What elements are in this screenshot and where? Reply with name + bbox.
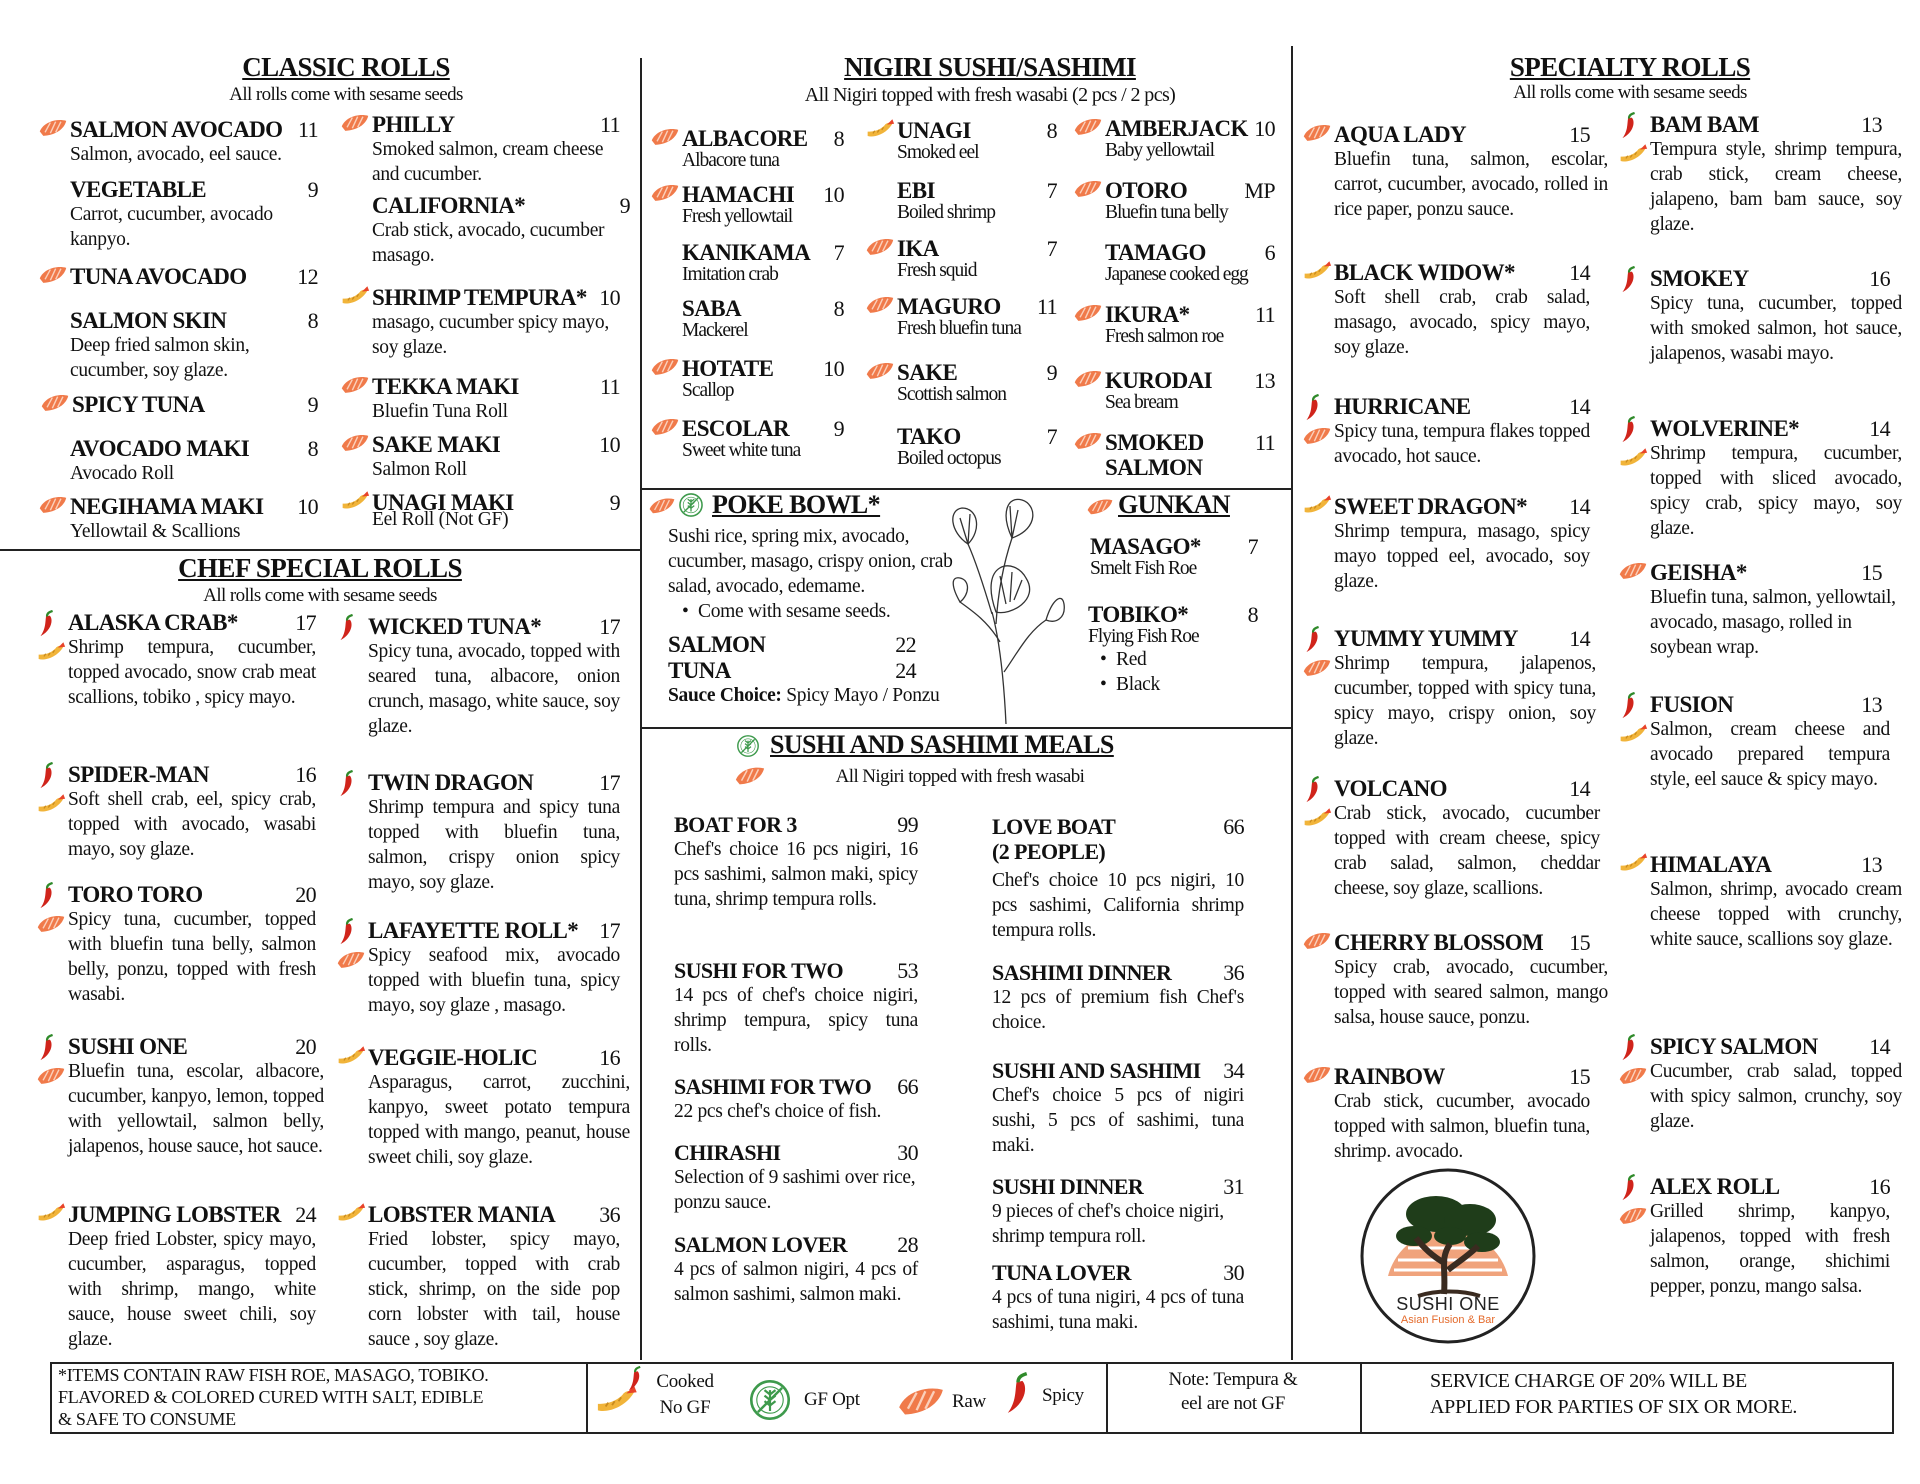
raw-icon	[650, 416, 680, 436]
menu-item: HAMACHI 10 Fresh yellowtail	[682, 182, 844, 227]
raw-icon	[1073, 116, 1103, 136]
raw-icon	[1073, 368, 1103, 388]
menu-item: WOLVERINE* 14 Shrimp tempura, cucumber, topped with sliced avocado, spicy crab, spicy mayo, soy glaze.	[1650, 416, 1902, 541]
menu-item: BAM BAM 13 Tempura style, shrimp tempura, crab stick, cream cheese, jalapeno, bam bam sauce, soy glaze.	[1650, 112, 1902, 237]
menu-item: BOAT FOR 3 99 Chef's choice 16 pcs nigiri, 16 pcs sashimi, salmon maki, spicy tuna, shrimp tempura rolls.	[674, 812, 918, 910]
menu-item: CHIRASHI 30 Selection of 9 sashimi over rice, ponzu sauce.	[674, 1140, 918, 1213]
raw-icon	[1618, 1205, 1648, 1225]
menu-page: CLASSIC ROLLS All rolls come with sesame seeds SALMON AVOCADO 11 Salmon, avocado, eel sauce. VEGETABLE 9 Carrot, cucumber, avocado kanpyo. TUNA AVOCADO 12 SALMON SKIN 8 Deep fried salmon skin, cucumber, soy glaze. SPICY TUNA 9 AVOCADO MAKI 8 Avocado Roll NEGIHAMA MAKI 10 Yellowtail & Scallions PHILLY 11 Smoked salmon, cream cheese and cucumber. CALIFORNIA* 9 Crab stick, avocado, cucumber masago. SHRIMP TEMPURA* 10 masago, cucumber spicy mayo, soy glaze. TEKKA MAKI 11 Bluefin Tuna Roll SAKE MAKI 10 Salmon Roll UNAGI MAKI 9 Eel Roll (Not GF) CHEF SPECIAL ROLLS All rolls come with sesame seeds ALASKA CRAB* 17 Shrimp tempura, cucumber, topped avocado, snow crab meat scallions, tobiko , spicy mayo. SPIDER-MAN 16 Soft shell crab, eel, spicy crab, topped with avocado, wasabi mayo, soy glaze. TORO TORO 20 Spicy tuna, cucumber, topped with bluefin tuna belly, salmon belly, ponzu, topped with fresh wasabi. SUSHI ONE 20 Bluefin tuna, escolar, albacore, cucumber, kanpyo, lemon, topped with yellowtail, salmon belly, jalapenos, house sauce, hot sauce. JUMPING LOBSTER 24 Deep fried Lobster, spicy mayo, cucumber, asparagus, topped with shrimp, mango, white sauce, house sweet chili, soy glaze. WICKED TUNA* 17 Spicy tuna, avocado, topped with seared tuna, albacore, onion crunch, masago, white sauce, soy glaze. TWIN DRAGON 17 Shrimp tempura and spicy tuna topped with bluefin tuna, salmon, crispy onion spicy mayo, soy glaze. LAFAYETTE ROLL* 17 Spicy seafood mix, avocado topped with bluefin tuna, spicy mayo, soy glaze , masago. VEGGIE-HOLIC 16 Asparagus, carrot, zucchini, kanpyo, sweet potato tempura topped with mango, peanut, house sweet chili, soy glaze. LOBSTER MANIA 36 Fried lobster, spicy mayo, cucumber, topped with crab stick, shrimp, on the side pop corn lobster with tail, house sauce , soy glaze. NIGIRI SUSHI/SASHIMI All Nigiri topped with fresh wasabi (2 pcs / 2 pcs) ALBACORE 8 Albacore tuna HAMACHI 10 Fresh yellowtail KANIKAMA 7 Imitation crab SABA 8 Mackerel HOTATE 10 Scallop ESCOLAR 9 Sweet white tuna UNAGI 8 Smoked eel EBI 7 Boiled shrimp IKA 7 Fresh squid MAGURO 11 Fresh bluefin tuna SAKE 9 Scottish salmon TAKO 7 Boiled octopus AMBERJACK 10 Baby yellowtail OTORO MP Bluefin tuna belly TAMAGO 6 Japanese cooked egg IKURA* 11 Fresh salmon roe KURODAI 13 Sea bream SMOKED SALMON 11 POKE BOWL* Sushi rice, spring mix, avocado, cucumber, masago, crispy onion, crab salad, avocado, edemame. • Come with sesame seeds. SALMON 22 TUNA 24 Sauce Choice: Spicy Mayo / Ponzu GUNKAN MASAGO* 7 Smelt Fish Roe TOBIKO* 8 Flying Fish Roe • Red • Black SUSHI AND SASHIMI MEALS All Nigiri topped with fresh wasabi BOAT FOR 3 99 Chef's choice 16 pcs nigiri, 16 pcs sashimi, salmon maki, spicy tuna, shrimp tempura rolls. SUSHI FOR TWO 53 14 pcs of chef's choice nigiri, shrimp tempura, spicy tuna rolls. SASHIMI FOR TWO 66 22 pcs chef's choice of fish. CHIRASHI 30 Selection of 9 sashimi over rice, ponzu sauce. SALMON LOVER 28 4 pcs of salmon nigiri, 4 pcs of salmon sashimi, salmon maki. LOVE BOAT 66 (2 PEOPLE) Chef's choice 10 pcs nigiri, 10 pcs sashimi, California shrimp tempura rolls. SASHIMI DINNER 36 12 pcs of premium fish Chef's choice. SUSHI AND SASHIMI 34 Chef's choice 5 pcs of nigiri sushi, 5 pcs of sashimi, tuna maki. SUSHI DINNER 31 9 pieces of chef's choice nigiri, shrimp tempura roll. TUNA LOVER 30 4 pcs of tuna nigiri, 4 pcs of tuna sashimi, tuna maki. SPECIALTY ROLLS All rolls come with sesame seeds AQUA LADY 15 Bluefin tuna, salmon, escolar, carrot, cucumber, avocado, rolled in rice paper, ponzu sauce. BLACK WIDOW* 14 Soft shell crab, crab salad, masago, avocado, spicy mayo, soy glaze. HURRICANE 14 Spicy tuna, tempura flakes topped avocado, hot sauce. SWEET DRAGON* 14 Shrimp tempura, masago, spicy mayo topped eel, avocado, soy glaze. YUMMY YUMMY 14 Shrimp tempura, jalapenos, cucumber, topped with spicy tuna, spicy mayo, crispy onion, soy glaze. VOLCANO 14 Crab stick, avocado, cucumber topped with cream cheese, spicy crab salad, salmon, cheddar cheese, soy glaze, scallions. CHERRY BLOSSOM 15 Spicy crab, avocado, cucumber, topped with seared salmon, mango salsa, house sauce, ponzu. RAINBOW 15 Crab stick, cucumber, avocado topped with salmon, bluefin tuna, shrimp. avocado. BAM BAM 13 Tempura style, shrimp tempura, crab stick, cream cheese, jalapeno, bam bam sauce, soy glaze. SMOKEY 16 Spicy tuna, cucumber, topped with smoked salmon, hot sauce, jalapenos, wasabi mayo. WOLVERINE* 14 Shrimp tempura, cucumber, topped with sliced avocado, spicy crab, spicy mayo, soy glaze. GEISHA* 15 Bluefin tuna, salmon, yellowtail, avocado, masago, rolled in soybean wrap. FUSION 13 Salmon, cream cheese and avocado prepared tempura style, eel sauce & spicy mayo. HIMALAYA 13 Salmon, shrimp, avocado cream cheese topped with crunchy, white sauce, scallions soy glaze. SPICY SALMON 14 Cucumber, crab salad, topped with spicy salmon, crunchy, soy glaze. ALEX ROLL 16 Grilled shrimp, kanpyo, jalapenos, topped with fresh salmon, orange, shichimi pepper, ponzu, mango salsa. SUSHI ONE Asian Fusion & Bar *ITEMS CONTAIN RAW FISH ROE, MASAGO, TOBIKO. FLAVORED & COLORED CURED WITH SALT, EDIBLE & SAFE TO CONSUME Cooked No GF GF Opt Raw Spicy Note: Tempura & eel are not GF SERVICE CHARGE OF 20% WILL BE APPLIED FOR PARTIES OF SIX OR MORE.	[0, 0, 1920, 1484]
chef-special-title: CHEF SPECIAL ROLLS	[178, 553, 462, 583]
menu-item: LOVE BOAT 66 (2 PEOPLE) Chef's choice 10 pcs nigiri, 10 pcs sashimi, California shrimp tempura rolls.	[992, 814, 1244, 941]
cooked-icon	[1618, 723, 1648, 745]
sauce-choice: Sauce Choice: Spicy Mayo / Ponzu	[668, 685, 940, 706]
menu-item: CALIFORNIA* 9 Crab stick, avocado, cucumber masago.	[372, 193, 630, 266]
menu-item: UNAGI 8 Smoked eel	[897, 118, 1057, 163]
menu-item: SMOKEY 16 Spicy tuna, cucumber, topped with smoked salmon, hot sauce, jalapenos, wasabi mayo.	[1650, 266, 1902, 366]
poke-bowl: Sushi rice, spring mix, avocado, cucumber, masago, crispy onion, crab salad, avocado, edemame. • Come with sesame seeds.	[668, 524, 956, 624]
spicy-icon	[36, 1034, 58, 1062]
menu-item: TUNA AVOCADO 12	[70, 264, 318, 289]
spicy-icon	[624, 1366, 646, 1392]
menu-item: HOTATE 10 Scallop	[682, 356, 844, 401]
menu-item: FUSION 13 Salmon, cream cheese and avocado prepared tempura style, eel sauce & spicy mayo.	[1650, 692, 1890, 792]
menu-item: SPICY SALMON 14 Cucumber, crab salad, topped with spicy salmon, crunchy, soy glaze.	[1650, 1034, 1902, 1134]
raw-icon	[36, 913, 66, 933]
classic-rolls-title: CLASSIC ROLLS	[242, 52, 450, 82]
menu-item: TOBIKO* 8 Flying Fish Roe • Red • Black	[1088, 602, 1258, 697]
menu-item: TAMAGO 6 Japanese cooked egg	[1105, 240, 1275, 285]
menu-item: AVOCADO MAKI 8 Avocado Roll	[70, 436, 318, 484]
spicy-icon	[1618, 112, 1640, 140]
menu-item: HIMALAYA 13 Salmon, shrimp, avocado cream cheese topped with crunchy, white sauce, scallions soy glaze.	[1650, 852, 1902, 952]
menu-item: KANIKAMA 7 Imitation crab	[682, 240, 844, 285]
menu-item: ESCOLAR 9 Sweet white tuna	[682, 416, 844, 461]
menu-item: SPICY TUNA 9	[72, 392, 318, 417]
spicy-icon	[1618, 266, 1640, 294]
menu-item: SALMON SKIN 8 Deep fried salmon skin, cucumber, soy glaze.	[70, 308, 318, 381]
raw-icon	[36, 1065, 66, 1085]
service-charge-note: SERVICE CHARGE OF 20% WILL BE APPLIED FOR PARTIES OF SIX OR MORE.	[1430, 1370, 1798, 1418]
menu-item: VEGETABLE 9 Carrot, cucumber, avocado kanpyo.	[70, 177, 318, 250]
menu-item: SHRIMP TEMPURA* 10 masago, cucumber spicy mayo, soy glaze.	[372, 285, 620, 360]
cooked-icon	[1618, 447, 1648, 469]
menu-item: SPIDER-MAN 16 Soft shell crab, eel, spicy crab, topped with avocado, wasabi mayo, soy glaze.	[68, 762, 316, 862]
menu-item: TAKO 7 Boiled octopus	[897, 424, 1057, 469]
raw-icon	[1073, 430, 1103, 450]
classic-rolls-subtitle: All rolls come with sesame seeds	[229, 84, 463, 105]
raw-icon	[38, 494, 68, 514]
divider	[1360, 1362, 1362, 1432]
menu-item: HURRICANE 14 Spicy tuna, tempura flakes topped avocado, hot sauce.	[1334, 394, 1590, 469]
menu-item: BLACK WIDOW* 14 Soft shell crab, crab salad, masago, avocado, spicy mayo, soy glaze.	[1334, 260, 1590, 360]
menu-item: VEGGIE-HOLIC 16 Asparagus, carrot, zucchini, kanpyo, sweet potato tempura topped with mango, peanut, house sweet chili, soy glaze.	[368, 1045, 630, 1170]
nigiri-subtitle: All Nigiri topped with fresh wasabi (2 pcs / 2 pcs)	[804, 84, 1176, 106]
menu-item: IKA 7 Fresh squid	[897, 236, 1057, 281]
nigiri-title: NIGIRI SUSHI/SASHIMI	[844, 52, 1136, 82]
cooked-icon	[336, 1202, 366, 1224]
raw-icon	[1086, 496, 1114, 516]
menu-item: SALMON AVOCADO 11 Salmon, avocado, eel sauce.	[70, 117, 318, 167]
raw-icon	[650, 182, 680, 202]
raw-icon	[1302, 1064, 1332, 1084]
cooked-icon	[340, 285, 370, 307]
cooked-icon	[336, 1045, 366, 1067]
raw-icon	[650, 126, 680, 146]
menu-item: OTORO MP Bluefin tuna belly	[1105, 178, 1275, 223]
spicy-icon	[36, 610, 58, 638]
menu-item: IKURA* 11 Fresh salmon roe	[1105, 302, 1275, 347]
divider	[586, 1362, 588, 1432]
spicy-icon	[336, 614, 358, 642]
menu-item: YUMMY YUMMY 14 Shrimp tempura, jalapenos, cucumber, topped with spicy tuna, spicy mayo, crispy onion, soy glaze.	[1334, 626, 1596, 751]
raw-icon	[1073, 302, 1103, 322]
spicy-icon	[1302, 776, 1324, 804]
specialty-subtitle: All rolls come with sesame seeds	[1513, 82, 1747, 103]
menu-item: EBI 7 Boiled shrimp	[897, 178, 1057, 223]
menu-item: UNAGI MAKI 9 Eel Roll (Not GF)	[372, 490, 620, 529]
menu-item: SALMON LOVER 28 4 pcs of salmon nigiri, 4 pcs of salmon sashimi, salmon maki.	[674, 1232, 918, 1305]
menu-item: TUNA LOVER 30 4 pcs of tuna nigiri, 4 pcs of tuna sashimi, tuna maki.	[992, 1260, 1244, 1333]
cooked-icon	[36, 641, 66, 663]
menu-item: SUSHI ONE 20 Bluefin tuna, escolar, albacore, cucumber, kanpyo, lemon, topped with yellowtail, salmon belly, jalapenos, house sauce, hot sauce.	[68, 1034, 324, 1159]
raw-icon	[1618, 560, 1648, 580]
menu-item: JUMPING LOBSTER 24 Deep fried Lobster, spicy mayo, cucumber, asparagus, topped with shrimp, mango, white sauce, house sweet chili, soy glaze.	[68, 1202, 316, 1352]
cooked-icon	[36, 1202, 66, 1224]
raw-icon	[1073, 178, 1103, 198]
menu-item: SUSHI FOR TWO 53 14 pcs of chef's choice nigiri, shrimp tempura, spicy tuna rolls.	[674, 958, 918, 1056]
raw-icon	[340, 112, 370, 132]
raw-warning: *ITEMS CONTAIN RAW FISH ROE, MASAGO, TOBIKO. FLAVORED & COLORED CURED WITH SALT, EDIBLE & SAFE TO CONSUME	[58, 1365, 489, 1429]
menu-item: VOLCANO 14 Crab stick, avocado, cucumber topped with cream cheese, spicy crab salad, salmon, cheddar cheese, soy glaze, scallions.	[1334, 776, 1600, 901]
cooked-icon	[865, 118, 895, 140]
menu-item: WICKED TUNA* 17 Spicy tuna, avocado, topped with seared tuna, albacore, onion crunch, masago, white sauce, soy glaze.	[368, 614, 620, 739]
menu-item: SAKE 9 Scottish salmon	[897, 360, 1057, 405]
menu-item: LAFAYETTE ROLL* 17 Spicy seafood mix, avocado topped with bluefin tuna, spicy mayo, soy glaze , masago.	[368, 918, 620, 1018]
gunkan-title: GUNKAN	[1118, 490, 1230, 519]
cooked-icon	[340, 490, 370, 512]
menu-item: KURODAI 13 Sea bream	[1105, 368, 1275, 413]
raw-icon	[1302, 425, 1332, 445]
spicy-icon	[1302, 626, 1324, 654]
raw-icon	[38, 264, 68, 284]
meals-subtitle: All Nigiri topped with fresh wasabi	[835, 766, 1085, 787]
raw-icon	[650, 356, 680, 376]
raw-icon	[865, 294, 895, 314]
logo-name: SUSHI ONE	[1396, 1294, 1500, 1314]
menu-item: PHILLY 11 Smoked salmon, cream cheese and cucumber.	[372, 112, 620, 187]
menu-item: SMOKED SALMON 11	[1105, 430, 1275, 480]
specialty-title: SPECIALTY ROLLS	[1509, 52, 1751, 82]
tempura-note: Note: Tempura & eel are not GF	[1168, 1369, 1298, 1414]
restaurant-logo	[1358, 1166, 1538, 1346]
raw-icon	[648, 494, 676, 516]
raw-icon	[734, 764, 766, 786]
gf-icon	[748, 1378, 792, 1422]
cooked-icon	[1618, 852, 1648, 874]
menu-item: MAGURO 11 Fresh bluefin tuna	[897, 294, 1057, 339]
menu-item: SAKE MAKI 10 Salmon Roll	[372, 432, 620, 482]
spicy-icon	[1302, 394, 1324, 422]
spicy-icon	[336, 918, 358, 946]
menu-item: TEKKA MAKI 11 Bluefin Tuna Roll	[372, 374, 620, 424]
spicy-icon	[36, 882, 58, 910]
raw-icon	[865, 236, 895, 256]
menu-item: SUSHI AND SASHIMI 34 Chef's choice 5 pcs of nigiri sushi, 5 pcs of sashimi, tuna maki.	[992, 1058, 1244, 1156]
poke-bowl-title: POKE BOWL*	[712, 490, 881, 519]
raw-icon	[1302, 122, 1332, 142]
menu-item: RAINBOW 15 Crab stick, cucumber, avocado topped with salmon, bluefin tuna, shrimp. avocado.	[1334, 1064, 1590, 1164]
menu-item: SABA 8 Mackerel	[682, 296, 844, 341]
menu-item: SUSHI DINNER 31 9 pieces of chef's choice nigiri, shrimp tempura roll.	[992, 1174, 1244, 1247]
spicy-icon	[1618, 1034, 1640, 1062]
menu-item: TWIN DRAGON 17 Shrimp tempura and spicy tuna topped with bluefin tuna, salmon, crispy onion spicy mayo, soy glaze.	[368, 770, 620, 895]
raw-icon	[38, 117, 68, 137]
poke-salmon: SALMON 22	[668, 632, 916, 657]
cooked-icon	[36, 793, 66, 815]
menu-item: MASAGO* 7 Smelt Fish Roe	[1090, 534, 1258, 579]
cooked-icon	[1302, 807, 1332, 829]
cooked-icon	[1302, 494, 1332, 516]
raw-icon	[1618, 1065, 1648, 1085]
menu-item: SWEET DRAGON* 14 Shrimp tempura, masago, spicy mayo topped eel, avocado, soy glaze.	[1334, 494, 1590, 594]
menu-item: AQUA LADY 15 Bluefin tuna, salmon, escolar, carrot, cucumber, avocado, rolled in rice paper, ponzu sauce.	[1334, 122, 1608, 222]
raw-icon	[865, 360, 895, 380]
raw-icon	[340, 432, 370, 452]
divider	[640, 727, 1291, 729]
menu-item: CHERRY BLOSSOM 15 Spicy crab, avocado, cucumber, topped with seared salmon, mango salsa, house sauce, ponzu.	[1334, 930, 1608, 1030]
gf-icon	[736, 734, 760, 758]
divider	[640, 58, 642, 1360]
menu-item: TORO TORO 20 Spicy tuna, cucumber, topped with bluefin tuna belly, salmon belly, ponzu, topped with fresh wasabi.	[68, 882, 316, 1007]
divider	[1291, 46, 1293, 1360]
menu-item: LOBSTER MANIA 36 Fried lobster, spicy mayo, cucumber, topped with crab stick, shrimp, on the side pop corn lobster with tail, house sauce , soy glaze.	[368, 1202, 620, 1352]
meals-title: SUSHI AND SASHIMI MEALS	[770, 730, 1114, 759]
menu-item: ALASKA CRAB* 17 Shrimp tempura, cucumber, topped avocado, snow crab meat scallions, tobiko , spicy mayo.	[68, 610, 316, 710]
cooked-icon	[1618, 143, 1648, 165]
menu-item: SASHIMI FOR TWO 66 22 pcs chef's choice of fish.	[674, 1074, 918, 1122]
poke-tuna: TUNA 24	[668, 658, 916, 683]
raw-icon	[340, 374, 370, 394]
raw-icon	[40, 392, 70, 412]
menu-item: ALEX ROLL 16 Grilled shrimp, kanpyo, jalapenos, topped with fresh salmon, orange, shichimi pepper, ponzu, mango salsa.	[1650, 1174, 1890, 1299]
chef-special-subtitle: All rolls come with sesame seeds	[203, 585, 437, 606]
menu-item: NEGIHAMA MAKI 10 Yellowtail & Scallions	[70, 494, 318, 544]
menu-item: SASHIMI DINNER 36 12 pcs of premium fish Chef's choice.	[992, 960, 1244, 1033]
menu-item: GEISHA* 15 Bluefin tuna, salmon, yellowtail, avocado, masago, rolled in soybean wrap.	[1650, 560, 1902, 660]
spicy-icon	[1618, 692, 1640, 720]
ginkgo-illustration	[948, 492, 1066, 724]
spicy-icon	[336, 770, 358, 798]
menu-item: AMBERJACK 10 Baby yellowtail	[1105, 116, 1275, 161]
divider	[0, 549, 640, 551]
raw-icon	[336, 949, 366, 969]
raw-icon	[1302, 930, 1332, 950]
gf-icon	[678, 492, 704, 518]
spicy-icon	[1618, 416, 1640, 444]
spicy-icon	[1002, 1372, 1034, 1416]
raw-icon	[896, 1384, 946, 1416]
raw-icon	[1302, 657, 1332, 677]
menu-item: ALBACORE 8 Albacore tuna	[682, 126, 844, 171]
spicy-icon	[1618, 1174, 1640, 1202]
cooked-icon	[1302, 260, 1332, 282]
spicy-icon	[36, 762, 58, 790]
logo-tagline: Asian Fusion & Bar	[1400, 1314, 1496, 1326]
